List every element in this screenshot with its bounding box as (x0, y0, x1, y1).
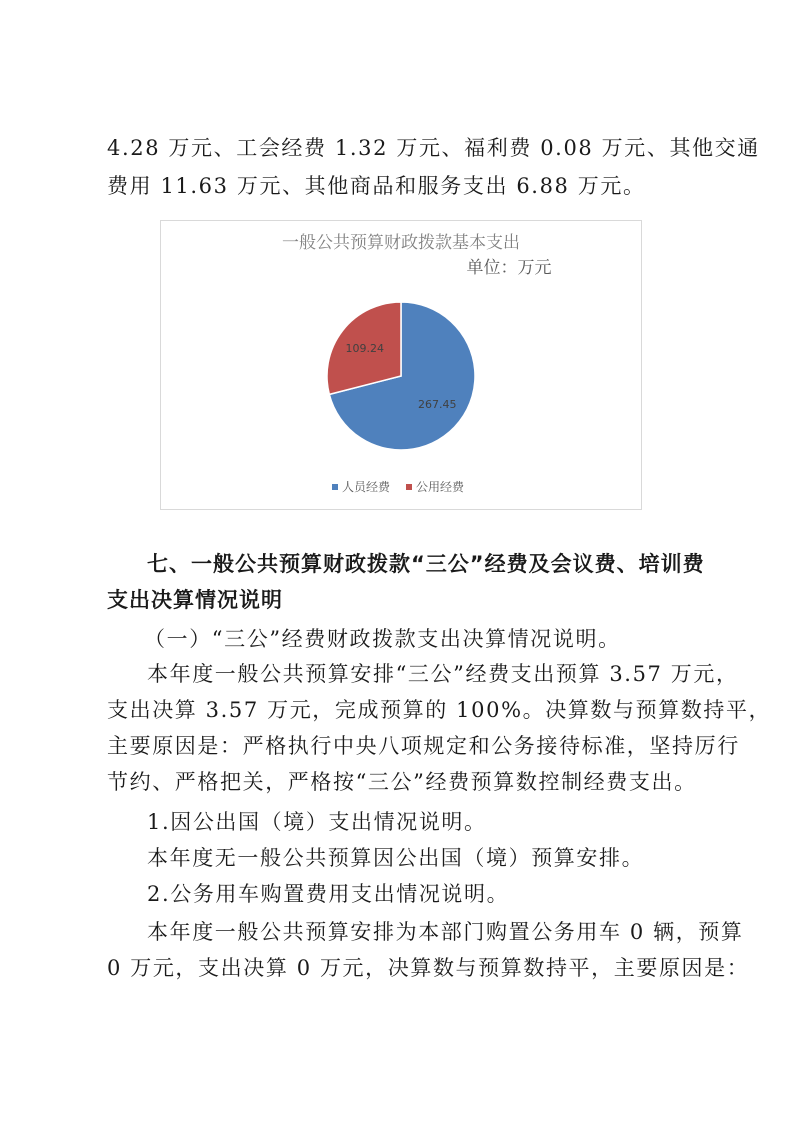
paragraph-1-line-3: 主要原因是：严格执行中央八项规定和公务接待标准，坚持厉行 (107, 734, 740, 758)
pie-chart-svg (161, 221, 641, 509)
legend-swatch-1 (332, 484, 338, 490)
item-1-text: 本年度无一般公共预算因公出国（境）预算安排。 (147, 846, 645, 870)
pie-data-label-2: 109.24 (345, 341, 384, 355)
paragraph-1-line-4: 节约、严格把关，严格按“三公”经费预算数控制经费支出。 (107, 770, 697, 794)
pie-chart (160, 220, 642, 510)
legend-label-2: 公用经费 (416, 480, 465, 494)
pie-slices (327, 302, 475, 450)
pie-data-label-1: 267.45 (418, 398, 457, 412)
item-2-line-1: 本年度一般公共预算安排为本部门购置公务用车 0 辆，预算 (147, 920, 744, 944)
item-2-line-2: 0 万元，支出决算 0 万元，决算数与预算数持平，主要原因是： (107, 956, 750, 980)
section-heading-line-1: 七、一般公共预算财政拨款“三公”经费及会议费、培训费 (147, 552, 705, 576)
paragraph-1-line-1: 本年度一般公共预算安排“三公”经费支出预算 3.57 万元， (147, 662, 739, 686)
item-2-title: 2.公务用车购置费用支出情况说明。 (147, 882, 510, 906)
item-1-title: 1.因公出国（境）支出情况说明。 (147, 810, 487, 834)
sub-heading: （一）“三公”经费财政拨款支出决算情况说明。 (144, 627, 621, 651)
intro-line-2: 费用 11.63 万元、其他商品和服务支出 6.88 万元。 (107, 174, 646, 198)
chart-subtitle: 单位：万元 (466, 258, 552, 278)
paragraph-1-line-2: 支出决算 3.57 万元，完成预算的 100%。决算数与预算数持平， (107, 698, 772, 722)
intro-line-1: 4.28 万元、工会经费 1.32 万元、福利费 0.08 万元、其他交通 (107, 136, 760, 160)
chart-legend (332, 479, 465, 494)
section-heading-line-2: 支出决算情况说明 (107, 588, 283, 612)
chart-title: 一般公共预算财政拨款基本支出 (282, 233, 520, 253)
legend-label-1: 人员经费 (342, 480, 391, 494)
legend-swatch-2 (406, 484, 412, 490)
